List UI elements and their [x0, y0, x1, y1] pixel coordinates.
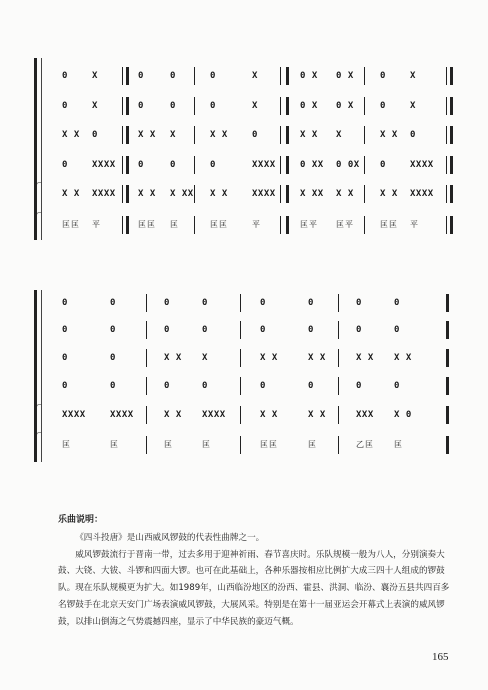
score-row [34, 379, 454, 393]
barline [450, 156, 453, 174]
score-cell: 0 [308, 298, 314, 308]
score-row [34, 187, 454, 201]
score-cell: 0 [164, 298, 170, 308]
barline [122, 156, 123, 174]
score-cell: X [170, 130, 176, 140]
barline [126, 97, 129, 115]
score-cell: X X [164, 410, 182, 420]
barline [146, 436, 147, 454]
score-cell: 0 X [336, 71, 354, 81]
score-cell: 匡匡 [260, 440, 278, 449]
barline [280, 185, 281, 203]
score-row [34, 218, 454, 232]
barline [450, 185, 453, 203]
score-cell: 0 [356, 381, 362, 391]
score-cell: 0 [252, 130, 258, 140]
score-cell: 0 X [300, 101, 318, 111]
score-cell: 0 [394, 325, 400, 335]
barline [280, 97, 281, 115]
score-cell: 0 [260, 325, 266, 335]
score-cell: 匡匡 [380, 220, 398, 229]
score-cell: 0 [308, 381, 314, 391]
notes-paragraph-2: 威风锣鼓流行于晋南一带，过去多用于迎神祈雨、春节喜庆时。乐队规模一般为八人，分别演奏大鼓、大铙、大钹、斗锣和四面大锣。也可在此基础上，各种乐器按相应比例扩大成三四十人组成的锣鼓队。现在乐队规模更为扩大。如1989年，山西临汾地区的汾西、霍县、洪洞、临汾、襄汾五县共四百多名锣鼓手在北京天安门广场表演威风锣鼓，大展风采。特别是在第十一届亚运会开幕式上表演的威风锣鼓，以排山倒海之气势震撼四座，显示了中华民族的豪迈气概。 [58, 549, 450, 627]
barline [194, 67, 195, 85]
notes-paragraph-1: 《四斗投唐》是山西威风锣鼓的代表性曲牌之一。 [75, 532, 265, 543]
barline [338, 321, 339, 339]
barline [338, 349, 339, 367]
score-cell: XXXX [92, 160, 116, 170]
score-cell: 0 [62, 298, 68, 308]
score-cell: 0 0X [336, 160, 360, 170]
barline [194, 185, 195, 203]
score-cell: X X [300, 130, 318, 140]
barline [126, 126, 129, 144]
score-cell: 匡 [394, 440, 403, 449]
score-row [34, 438, 454, 452]
notes-heading: 乐曲说明： [58, 515, 104, 525]
score-cell: 0 [170, 160, 176, 170]
score-cell: XXXX [252, 189, 276, 199]
score-row [34, 323, 454, 337]
score-cell: 0 [202, 298, 208, 308]
barline [286, 126, 289, 144]
score-cell: 匡平 [336, 220, 354, 229]
barline [280, 216, 281, 234]
score-cell: X X [356, 353, 374, 363]
score-cell: 0 [202, 325, 208, 335]
barline [450, 126, 453, 144]
barline [146, 294, 147, 312]
score-cell: 0 [110, 325, 116, 335]
score-cell: 0 [138, 71, 144, 81]
barline [280, 126, 281, 144]
score-system-1 [34, 58, 454, 246]
barline [122, 185, 123, 203]
score-cell: 匡匡 [62, 220, 80, 229]
score-cell: X X [138, 130, 156, 140]
score-cell: X X [62, 189, 80, 199]
score-cell: 0 X [336, 101, 354, 111]
score-cell: XXX [356, 410, 374, 420]
score-cell: 0 [92, 130, 98, 140]
score-cell: X [252, 71, 258, 81]
barline [280, 156, 281, 174]
score-cell: 0 [164, 325, 170, 335]
score-cell: 0 [110, 298, 116, 308]
barline [450, 97, 453, 115]
barline [122, 67, 123, 85]
barline [146, 349, 147, 367]
score-cell: 平 [252, 220, 261, 229]
score-row [34, 351, 454, 365]
barline [338, 294, 339, 312]
barline [446, 185, 447, 203]
score-cell: X XX [300, 189, 324, 199]
score-cell: X [410, 71, 416, 81]
score-cell: X [92, 101, 98, 111]
score-row [34, 296, 454, 310]
score-cell: 0 XX [300, 160, 324, 170]
barline [446, 156, 447, 174]
barline [240, 377, 241, 395]
score-cell: 0 [170, 101, 176, 111]
barline [446, 321, 449, 339]
score-cell: 0 [110, 381, 116, 391]
barline [364, 185, 365, 203]
barline [338, 406, 339, 424]
barline [146, 377, 147, 395]
score-cell: X X [308, 410, 326, 420]
barline [364, 216, 365, 234]
score-cell: 0 [62, 353, 68, 363]
score-cell: 0 [62, 381, 68, 391]
score-cell: 匡 [202, 440, 211, 449]
score-row [34, 99, 454, 113]
barline [446, 97, 447, 115]
score-cell: X X [380, 189, 398, 199]
score-cell: 乙匡 [356, 440, 374, 449]
score-cell: 平 [410, 220, 419, 229]
barline [146, 321, 147, 339]
barline [240, 321, 241, 339]
score-cell: X X [260, 410, 278, 420]
score-cell: 0 [380, 101, 386, 111]
barline [286, 216, 289, 234]
barline [364, 126, 365, 144]
score-cell: X X [210, 130, 228, 140]
score-cell: 0 [308, 325, 314, 335]
barline [126, 156, 129, 174]
score-cell: 0 [62, 325, 68, 335]
barline [122, 97, 123, 115]
score-cell: 0 [210, 101, 216, 111]
barline [286, 67, 289, 85]
score-cell: X XX [170, 189, 194, 199]
score-cell: 0 [260, 381, 266, 391]
score-cell: 0 [202, 381, 208, 391]
score-cell: 0 X [300, 71, 318, 81]
barline [364, 97, 365, 115]
barline [450, 67, 453, 85]
score-cell: X X [164, 353, 182, 363]
barline [122, 126, 123, 144]
barline [280, 67, 281, 85]
score-cell: 0 [356, 325, 362, 335]
bracket-mark: ⌐ [37, 430, 43, 437]
score-cell: 0 [210, 160, 216, 170]
barline [446, 406, 449, 424]
score-cell: 匡平 [300, 220, 318, 229]
score-row [34, 128, 454, 142]
barline [446, 126, 447, 144]
barline [194, 216, 195, 234]
score-cell: 0 [410, 130, 416, 140]
score-cell: 匡 [110, 440, 119, 449]
score-cell: X 0 [394, 410, 412, 420]
score-cell: X X [380, 130, 398, 140]
score-cell: X [202, 353, 208, 363]
score-row [34, 408, 454, 422]
score-cell: 0 [62, 160, 68, 170]
bracket-mark: ⌐ [37, 180, 43, 187]
score-cell: 0 [380, 71, 386, 81]
score-cell: XXXX [252, 160, 276, 170]
score-cell: X X [210, 189, 228, 199]
barline [126, 67, 129, 85]
bracket-mark: ⌐ [37, 402, 43, 409]
score-cell: 0 [138, 160, 144, 170]
barline [286, 156, 289, 174]
score-cell: XXXX [92, 189, 116, 199]
barline [286, 97, 289, 115]
barline [194, 156, 195, 174]
score-cell: 匡 [62, 440, 71, 449]
bracket-mark: ⌐ [37, 210, 43, 217]
score-cell: X [336, 130, 342, 140]
barline [240, 406, 241, 424]
score-cell: XXXX [62, 410, 86, 420]
barline [146, 406, 147, 424]
barline [446, 436, 449, 454]
score-cell: 0 [394, 298, 400, 308]
page-number: 165 [432, 651, 449, 663]
barline [446, 349, 449, 367]
score-cell: X X [308, 353, 326, 363]
barline [446, 377, 449, 395]
score-cell: XXXX [202, 410, 226, 420]
score-cell: 0 [170, 71, 176, 81]
barline [286, 185, 289, 203]
score-cell: 0 [138, 101, 144, 111]
score-cell: X X [336, 189, 354, 199]
barline [194, 126, 195, 144]
barline [126, 216, 129, 234]
score-cell: X X [260, 353, 278, 363]
score-cell: 匡 [308, 440, 317, 449]
score-cell: X [92, 71, 98, 81]
barline [364, 156, 365, 174]
score-cell: 0 [260, 298, 266, 308]
score-cell: 0 [210, 71, 216, 81]
barline [338, 436, 339, 454]
score-system-2 [34, 290, 454, 468]
score-cell: XXXX [110, 410, 134, 420]
barline [194, 97, 195, 115]
score-cell: X [252, 101, 258, 111]
score-cell: 0 [62, 101, 68, 111]
barline [240, 349, 241, 367]
barline [446, 216, 447, 234]
music-description [58, 512, 450, 631]
score-cell: 0 [380, 160, 386, 170]
score-cell: 0 [164, 381, 170, 391]
barline [446, 294, 449, 312]
score-cell: X [410, 101, 416, 111]
score-cell: X X [394, 353, 412, 363]
score-cell: XXXX [410, 160, 434, 170]
score-cell: 匡匡 [138, 220, 156, 229]
score-row [34, 69, 454, 83]
score-cell: 匡 [164, 440, 173, 449]
barline [450, 216, 453, 234]
score-cell: 平 [92, 220, 101, 229]
score-cell: 匡匡 [210, 220, 228, 229]
barline [240, 436, 241, 454]
barline [338, 377, 339, 395]
score-cell: X X [62, 130, 80, 140]
score-row [34, 158, 454, 172]
score-cell: XXXX [410, 189, 434, 199]
barline [122, 216, 123, 234]
score-cell: 0 [62, 71, 68, 81]
barline [446, 67, 447, 85]
barline [126, 185, 129, 203]
barline [364, 67, 365, 85]
score-cell: 0 [356, 298, 362, 308]
barline [240, 294, 241, 312]
score-cell: 匡 [170, 220, 179, 229]
score-cell: 0 [394, 381, 400, 391]
score-cell: 0 [110, 353, 116, 363]
score-cell: X X [138, 189, 156, 199]
